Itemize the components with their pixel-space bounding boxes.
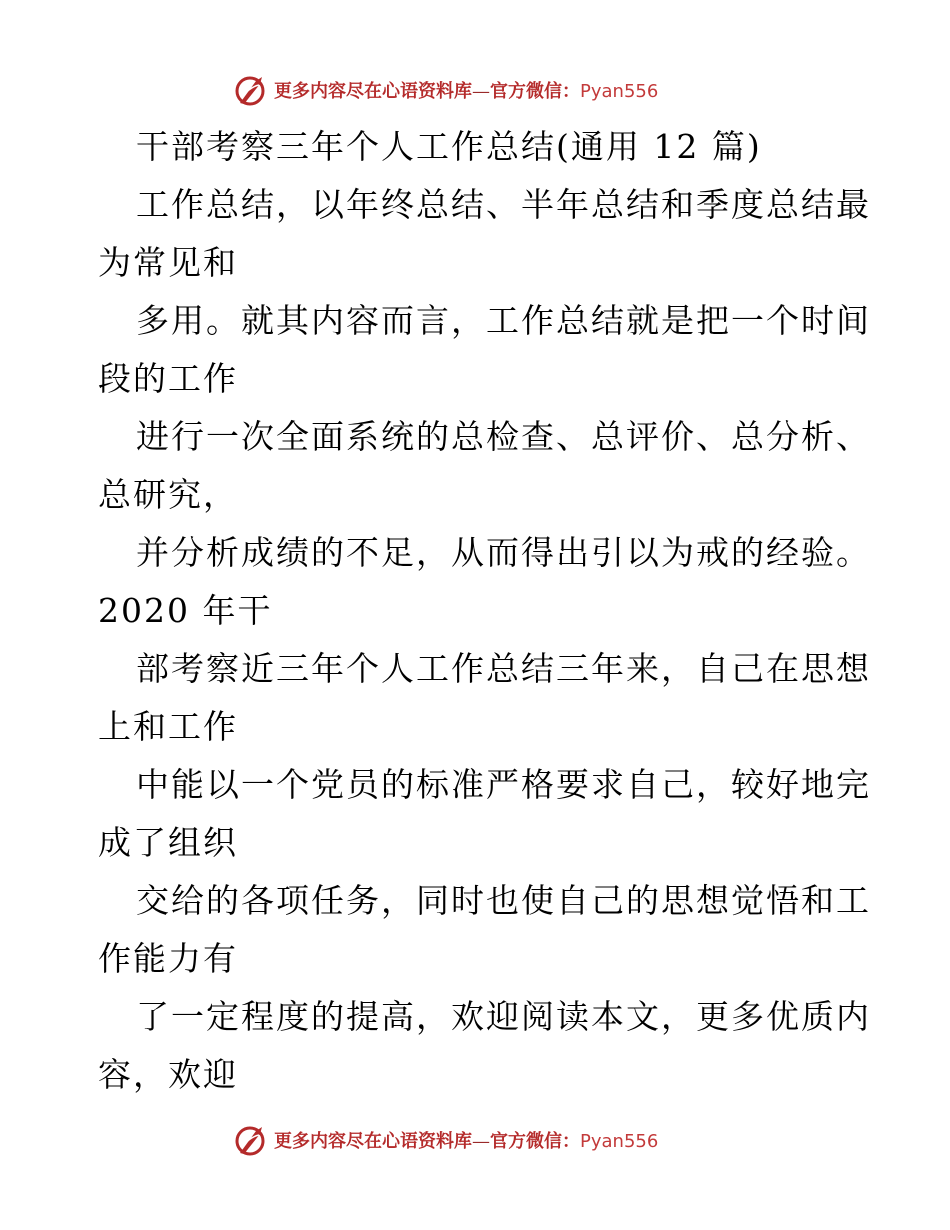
- header-wechat-id: Pyan556: [580, 81, 659, 102]
- header-separator: —: [472, 81, 490, 102]
- paragraph-line: 交给的各项任务，同时也使自己的思想觉悟和工: [136, 881, 871, 920]
- paragraph-line: 段的工作: [98, 359, 238, 398]
- paragraph-line: 并分析成绩的不足，从而得出引以为戒的经验。: [136, 533, 871, 572]
- paragraph-line: 了一定程度的提高，欢迎阅读本文，更多优质内: [136, 997, 871, 1036]
- header-banner-text: [274, 77, 658, 103]
- pen-logo-icon: [234, 73, 268, 107]
- paragraph-line: 成了组织: [98, 823, 238, 862]
- document-body: [98, 118, 871, 1104]
- paragraph-line: 作能力有: [98, 939, 238, 978]
- paragraph-line: 中能以一个党员的标准严格要求自己，较好地完: [136, 765, 871, 804]
- paragraph-line: 工作总结，以年终总结、半年总结和季度总结最: [136, 185, 871, 224]
- header-site-text: 更多内容尽在心语资料库: [274, 81, 472, 102]
- paragraph-line: 总研究，: [98, 475, 238, 514]
- paragraph-line: 容，欢迎: [98, 1055, 238, 1094]
- header-official-label: 官方微信：: [490, 81, 580, 102]
- paragraph-line: 2020 年干: [98, 591, 273, 630]
- footer-banner-text: [274, 1127, 658, 1153]
- footer-separator: —: [472, 1131, 490, 1152]
- paragraph-line: 多用。就其内容而言，工作总结就是把一个时间: [136, 301, 871, 340]
- paragraph-line: 部考察近三年个人工作总结三年来，自己在思想: [136, 649, 871, 688]
- paragraph-line: 进行一次全面系统的总检查、总评价、总分析、: [136, 417, 871, 456]
- document-title: 干部考察三年个人工作总结(通用 12 篇): [136, 127, 762, 166]
- footer-site-text: 更多内容尽在心语资料库: [274, 1131, 472, 1152]
- paragraph-line: 上和工作: [98, 707, 238, 746]
- footer-official-label: 官方微信：: [490, 1131, 580, 1152]
- footer-banner: [234, 1122, 658, 1158]
- footer-wechat-id: Pyan556: [580, 1131, 659, 1152]
- header-banner: [234, 72, 658, 108]
- paragraph-line: 为常见和: [98, 243, 238, 282]
- pen-logo-icon: [234, 1123, 268, 1157]
